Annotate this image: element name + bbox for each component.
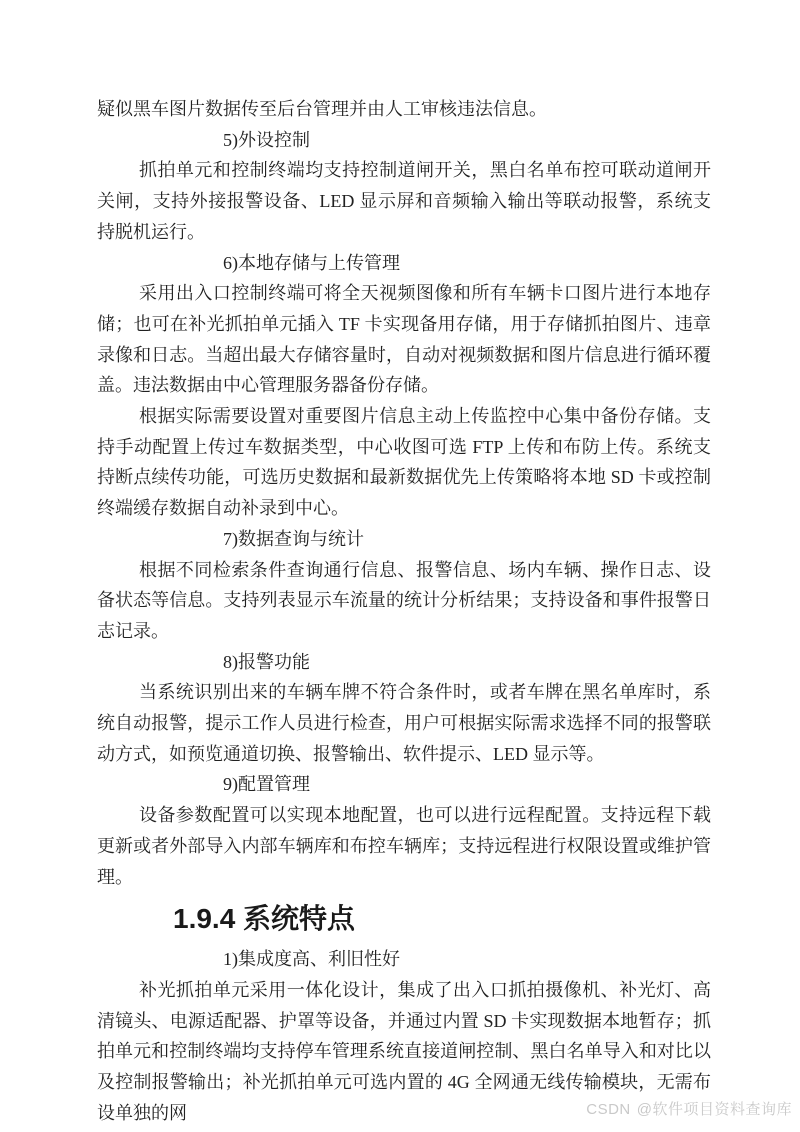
watermark-user: @软件项目资料查询库 [636,1101,792,1118]
list-number: 9) [223,774,238,795]
body-paragraph: 根据不同检索条件查询通行信息、报警信息、场内车辆、操作日志、设备状态等信息。支持列表显示车流量的统计分析结果；支持设备和事件报警日志记录。 [97,559,711,641]
body-paragraph: 抓拍单元和控制终端均支持控制道闸开关，黑白名单布控可联动道闸开关闸，支持外接报警设备、LED 显示屏和音频输入输出等联动报警，系统支持脱机运行。 [97,160,711,242]
document-content [97,94,711,1129]
list-number: 1) [223,949,238,970]
list-item-6 [97,248,711,279]
body-paragraph: 设备参数配置可以实现本地配置，也可以进行远程配置。支持远程下载更新或者外部导入内部车辆库和布控车辆库；支持远程进行权限设置或维护管理。 [97,805,711,887]
list-title: 本地存储与上传管理 [238,252,400,273]
list-item-1 [97,944,711,975]
list-title: 外设控制 [238,129,310,150]
list-title: 报警功能 [238,651,310,672]
watermark [586,1100,792,1120]
list-title: 配置管理 [238,774,310,795]
list-item-8 [97,647,711,678]
body-paragraph: 根据实际需要设置对重要图片信息主动上传监控中心集中备份存储。支持手动配置上传过车数据类型，中心收图可选 FTP 上传和布防上传。系统支持断点续传功能，可选历史数据和最新数据优先上传策略将本地 SD 卡或控制终端缓存数据自动补录到中心。 [97,406,711,519]
list-item-5 [97,125,711,156]
body-paragraph: 当系统识别出来的车辆车牌不符合条件时，或者车牌在黑名单库时，系统自动报警，提示工作人员进行检查，用户可根据实际需求选择不同的报警联动方式，如预览通道切换、报警输出、软件提示、LED 显示等。 [97,682,711,764]
list-item-9 [97,769,711,800]
watermark-brand: CSDN [586,1101,631,1118]
list-item-7 [97,524,711,555]
list-number: 6) [223,252,238,273]
list-number: 7) [223,528,238,549]
body-paragraph-continuation: 疑似黑车图片数据传至后台管理并由人工审核违法信息。 [97,99,547,119]
body-paragraph: 补光抓拍单元采用一体化设计，集成了出入口抓拍摄像机、补光灯、高清镜头、电源适配器、护罩等设备，并通过内置 SD 卡实现数据本地暂存；抓拍单元和控制终端均支持停车管理系统直接道闸控制、黑白名单导入和对比以及控制报警输出；补光抓拍单元可选内置的 4G 全网通无线传输模块，无需布设单独的网 [97,979,711,1123]
list-number: 5) [223,129,238,150]
list-title: 集成度高、利旧性好 [238,949,400,970]
list-number: 8) [223,651,238,672]
section-heading-1-9-4: 1.9.4 系统特点 [173,903,356,935]
body-paragraph: 采用出入口控制终端可将全天视频图像和所有车辆卡口图片进行本地存储；也可在补光抓拍单元插入 TF 卡实现备用存储，用于存储抓拍图片、违章录像和日志。当超出最大存储容量时，自动对视频数据和图片信息进行循环覆盖。违法数据由中心管理服务器备份存储。 [97,283,711,396]
list-title: 数据查询与统计 [238,528,364,549]
